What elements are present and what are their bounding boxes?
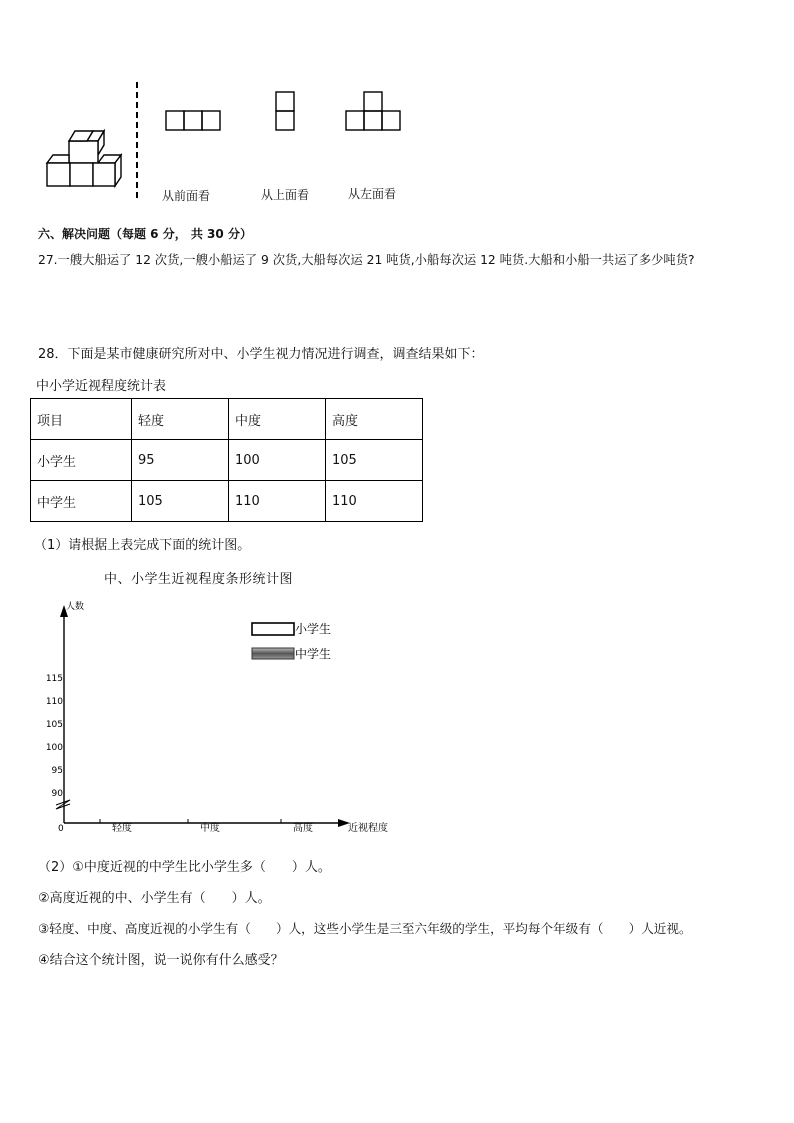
table-cell: 95 bbox=[132, 440, 229, 481]
y-tick-label: 110 bbox=[45, 697, 63, 707]
left-view-grid bbox=[345, 91, 403, 131]
table-row bbox=[31, 481, 423, 522]
dashed-divider bbox=[134, 82, 140, 200]
section-title: 六、解决问题（每题 6 分， 共 30 分） bbox=[38, 227, 252, 241]
y-tick-label: 100 bbox=[45, 743, 63, 753]
table-cell: 110 bbox=[326, 481, 423, 522]
chart-title: 中、小学生近视程度条形统计图 bbox=[104, 572, 294, 587]
x-axis-label: 近视程度 bbox=[348, 823, 388, 834]
myopia-table bbox=[30, 398, 423, 522]
x-tick-label: 高度 bbox=[293, 823, 313, 834]
top-view-grid bbox=[275, 91, 295, 131]
table-cell: 105 bbox=[326, 440, 423, 481]
table-title: 中小学近视程度统计表 bbox=[36, 379, 167, 394]
y-axis-label: 人数 bbox=[66, 602, 85, 612]
front-view-grid bbox=[165, 110, 221, 132]
axis-break bbox=[56, 800, 70, 809]
bar-chart bbox=[30, 595, 400, 840]
table-cell: 105 bbox=[132, 481, 229, 522]
sub-question-2-4: ④结合这个统计图，说一说你有什么感受？ bbox=[38, 953, 284, 968]
table-cell: 小学生 bbox=[31, 440, 132, 481]
table-header-cell: 轻度 bbox=[132, 399, 229, 440]
top-view-label: 从上面看 bbox=[261, 188, 310, 202]
table-cell: 中学生 bbox=[31, 481, 132, 522]
table-header-cell: 中度 bbox=[229, 399, 326, 440]
sub-question-1: （1）请根据上表完成下面的统计图。 bbox=[34, 538, 251, 553]
x-tick-label: 轻度 bbox=[112, 823, 132, 834]
sub-question-2-2: ②高度近视的中、小学生有（ ）人。 bbox=[38, 891, 271, 906]
y-tick-label: 95 bbox=[51, 766, 63, 776]
front-view-label: 从前面看 bbox=[162, 189, 211, 203]
sub-question-2-1: （2）①中度近视的中学生比小学生多（ ）人。 bbox=[38, 860, 331, 875]
table-row bbox=[31, 440, 423, 481]
legend-swatch-secondary bbox=[252, 648, 294, 659]
table-header-cell: 高度 bbox=[326, 399, 423, 440]
table-cell: 100 bbox=[229, 440, 326, 481]
y-tick-label: 105 bbox=[45, 720, 63, 730]
sub-question-2-3: ③轻度、中度、高度近视的小学生有（ ）人，这些小学生是三至六年级的学生，平均每个年级有（ ）人近视。 bbox=[38, 921, 692, 936]
y-tick-label: 115 bbox=[45, 674, 63, 684]
origin-label: 0 bbox=[58, 824, 64, 834]
legend-label-secondary: 中学生 bbox=[295, 647, 332, 661]
x-tick-label: 中度 bbox=[200, 823, 220, 834]
table-header-cell: 项目 bbox=[31, 399, 132, 440]
legend-swatch-primary bbox=[252, 623, 294, 635]
legend-label-primary: 小学生 bbox=[295, 622, 332, 636]
question-27: 27.一艘大船运了 12 次货,一艘小船运了 9 次货,大船每次运 21 吨货,小船每次运 12 吨货.大船和小船一共运了多少吨货? bbox=[38, 253, 695, 267]
table-header-row bbox=[31, 399, 423, 440]
y-tick-label: 90 bbox=[51, 789, 63, 799]
question-28-intro: 28．下面是某市健康研究所对中、小学生视力情况进行调查，调查结果如下： bbox=[38, 347, 484, 362]
left-view-label: 从左面看 bbox=[348, 187, 397, 201]
table-cell: 110 bbox=[229, 481, 326, 522]
